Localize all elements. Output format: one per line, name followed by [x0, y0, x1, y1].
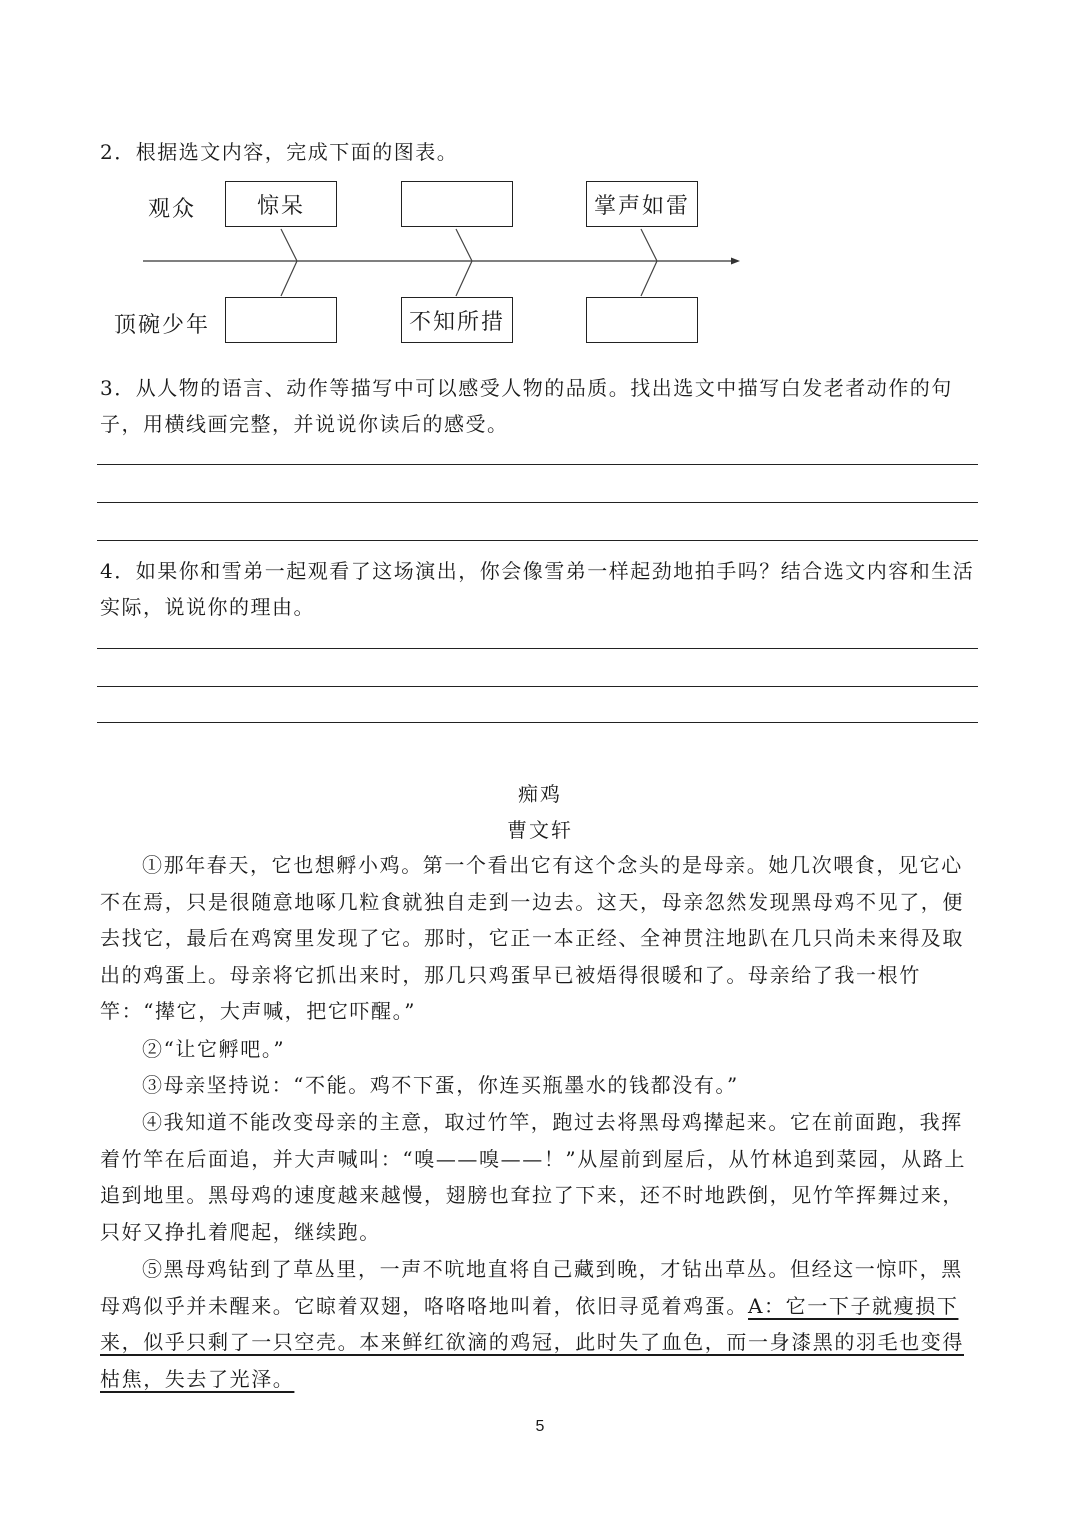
- story-paragraph-3: ③母亲坚持说：“不能。鸡不下蛋，你连买瓶墨水的钱都没有。”: [142, 1073, 739, 1097]
- connector-2: [456, 229, 472, 296]
- question-3: 3．从人物的语言、动作等描写中可以感受人物的品质。找出选文中描写白发老者动作的句子，用横线画完整，并说说你读后的感受。: [100, 376, 953, 436]
- answer-line[interactable]: [97, 722, 978, 723]
- question-2: 2．根据选文内容，完成下面的图表。: [100, 140, 459, 164]
- page-number: 5: [535, 1418, 545, 1435]
- story-paragraph-4: ④我知道不能改变母亲的主意，取过竹竿，跑过去将黑母鸡撵起来。它在前面跑，我挥着竹竿在后面追，并大声喊叫：“嗅——嗅——！”从屋前到屋后，从竹林追到菜园，从路上追到地里。黑母鸡的速度越来越慢，翅膀也耷拉了下来，还不时地跌倒，见竹竿挥舞过来，只好又挣扎着爬起，继续跑。: [100, 1110, 967, 1244]
- story-author: 曹文轩: [507, 818, 573, 842]
- story-paragraph-1: ①那年春天，它也想孵小鸡。第一个看出它有这个念头的是母亲。她几次喂食，见它心不在焉，只是很随意地啄几粒食就独自走到一边去。这天，母亲忽然发现黑母鸡不见了，便去找它，最后在鸡窝里发现了它。那时，它正一本正经、全神贯注地趴在几只尚未来得及取出的鸡蛋上。母亲将它抓出来时，那几只鸡蛋早已被焐得很暖和了。母亲给了我一根竹竿：“撵它，大声喊，把它吓醒。”: [100, 853, 964, 1023]
- connector-1: [281, 229, 297, 296]
- audience-box-3[interactable]: 掌声如雷: [586, 181, 698, 227]
- performer-box-3[interactable]: [586, 297, 698, 343]
- story-paragraph-5: [100, 1251, 982, 1397]
- paragraph-5-text: ⑤黑母鸡钻到了草丛里，一声不吭地直将自己藏到晚，才钻出草丛。但经这一惊吓，黑母鸡似乎并未醒来。它晾着双翅，咯咯咯地叫着，依旧寻觅着鸡蛋。: [100, 1257, 963, 1318]
- underlined-sentence-a: A：它一下子就瘦损下来，似乎只剩了一只空壳。本来鲜红欲滴的鸡冠，此时失了血色，而一身漆黑的羽毛也变得枯焦，失去了光泽。: [100, 1293, 964, 1391]
- audience-box-1[interactable]: 惊呆: [225, 181, 337, 227]
- connector-3: [641, 229, 657, 296]
- timeline-arrow-head: [731, 258, 740, 265]
- question-4: 4．如果你和雪弟一起观看了这场演出，你会像雪弟一样起劲地拍手吗？结合选文内容和生活实际，说说你的理由。: [100, 559, 975, 619]
- answer-line[interactable]: [97, 540, 978, 541]
- audience-box-2[interactable]: [401, 181, 513, 227]
- performer-box-2[interactable]: 不知所措: [401, 297, 513, 343]
- story-paragraph-2: ②“让它孵吧。”: [142, 1037, 286, 1061]
- performer-box-1[interactable]: [225, 297, 337, 343]
- performer-label: 顶碗少年: [114, 313, 211, 338]
- answer-line[interactable]: [97, 464, 978, 465]
- fishbone-diagram: [0, 0, 1080, 360]
- answer-line[interactable]: [97, 648, 978, 649]
- story-title: 痴鸡: [518, 782, 562, 806]
- audience-label: 观众: [148, 197, 197, 222]
- answer-line[interactable]: [97, 502, 978, 503]
- answer-line[interactable]: [97, 686, 978, 687]
